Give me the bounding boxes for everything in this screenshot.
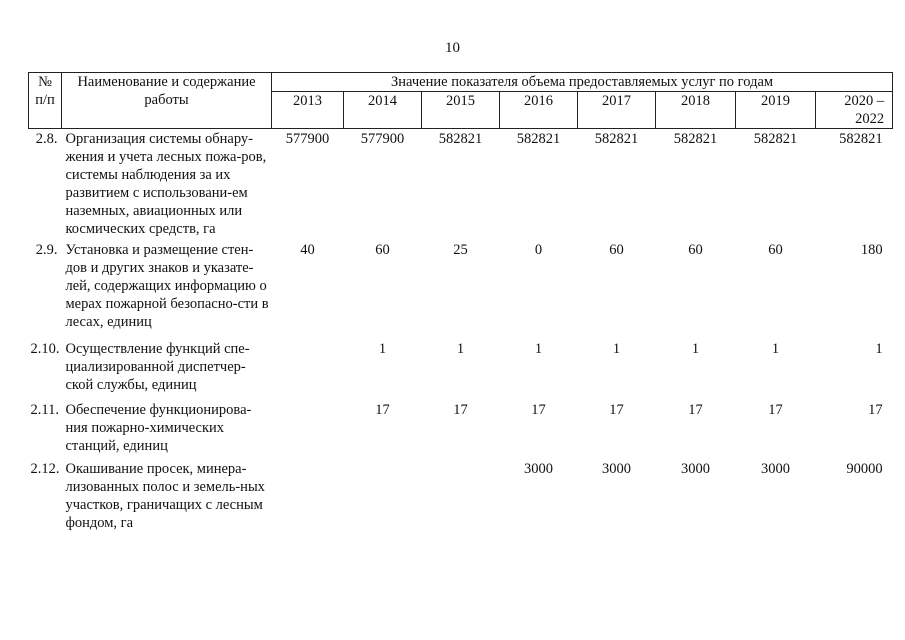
row-value: 577900 [285, 131, 330, 147]
services-volume-table [28, 72, 893, 532]
row-value: 1 [875, 341, 883, 357]
row-value: 582821 [673, 131, 718, 147]
row-number: 2.10. [30, 341, 60, 357]
row-value: 17 [688, 402, 703, 418]
row-value: 3000 [602, 461, 631, 477]
row-value: 17 [768, 402, 783, 418]
row-name: Окашивание просек, минера-лизованных полос и земель-ных участков, граничащих с лесным фондом, га [65, 461, 265, 531]
row-value: 17 [868, 402, 883, 418]
row-value: 1 [534, 341, 543, 357]
row-value: 582821 [516, 131, 561, 147]
row-name: Осуществление функций спе-циализированной диспетчер-ской службы, единиц [65, 341, 250, 393]
row-value: 60 [609, 242, 624, 258]
row-number: 2.11. [30, 402, 59, 418]
row-number: 2.9. [35, 242, 58, 258]
header-year: 2013 [272, 92, 344, 129]
table-row [29, 459, 893, 532]
header-year: 2014 [344, 92, 422, 129]
row-value: 17 [609, 402, 624, 418]
row-value: 17 [531, 402, 546, 418]
row-value: 60 [688, 242, 703, 258]
row-value: 180 [860, 242, 883, 258]
row-value: 1 [378, 341, 387, 357]
header-year: 2017 [578, 92, 656, 129]
table-row [29, 339, 893, 400]
header-year: 2015 [422, 92, 500, 129]
row-value: 3000 [681, 461, 710, 477]
row-value: 582821 [753, 131, 798, 147]
row-number: 2.8. [35, 131, 58, 147]
header-year: 2016 [500, 92, 578, 129]
row-value: 3000 [761, 461, 790, 477]
row-value [344, 459, 422, 532]
header-year: 2020 – 2022 [816, 92, 893, 129]
header-name: Наименование и содержание работы [62, 73, 272, 129]
header-values-caption: Значение показателя объема предоставляемых услуг по годам [272, 73, 893, 92]
row-value: 582821 [839, 131, 883, 147]
row-value: 1 [691, 341, 700, 357]
row-value [272, 459, 344, 532]
header-year: 2018 [656, 92, 736, 129]
row-value: 0 [534, 242, 543, 258]
row-value: 60 [768, 242, 783, 258]
row-value: 60 [375, 242, 390, 258]
row-value: 1 [456, 341, 465, 357]
header-year: 2019 [736, 92, 816, 129]
row-value: 3000 [524, 461, 553, 477]
row-value: 17 [375, 402, 390, 418]
row-value: 40 [300, 242, 315, 258]
header-number: № п/п [29, 73, 62, 129]
row-name: Обеспечение функционирова-ния пожарно-химических станций, единиц [65, 402, 252, 454]
row-value: 17 [453, 402, 468, 418]
row-value: 582821 [594, 131, 639, 147]
row-value: 577900 [360, 131, 405, 147]
row-number: 2.12. [30, 461, 60, 477]
row-name: Организация системы обнару-жения и учета лесных пожа-ров, системы наблюдения за их развитием с использовани-ем наземных, авиационных или космических средств, га [65, 131, 267, 237]
table-row [29, 129, 893, 241]
row-value [422, 459, 500, 532]
row-value: 1 [771, 341, 780, 357]
page-number: 10 [445, 40, 460, 56]
table-row [29, 240, 893, 339]
row-value: 25 [453, 242, 468, 258]
table-row [29, 400, 893, 459]
row-value: 90000 [846, 461, 883, 477]
row-name: Установка и размещение стен-дов и других знаков и указате-лей, содержащих информацию о мерах пожарной безопасно-сти в лесах, единиц [65, 242, 269, 330]
row-value [272, 400, 344, 459]
row-value: 582821 [438, 131, 483, 147]
row-value [272, 339, 344, 400]
row-value: 1 [612, 341, 621, 357]
